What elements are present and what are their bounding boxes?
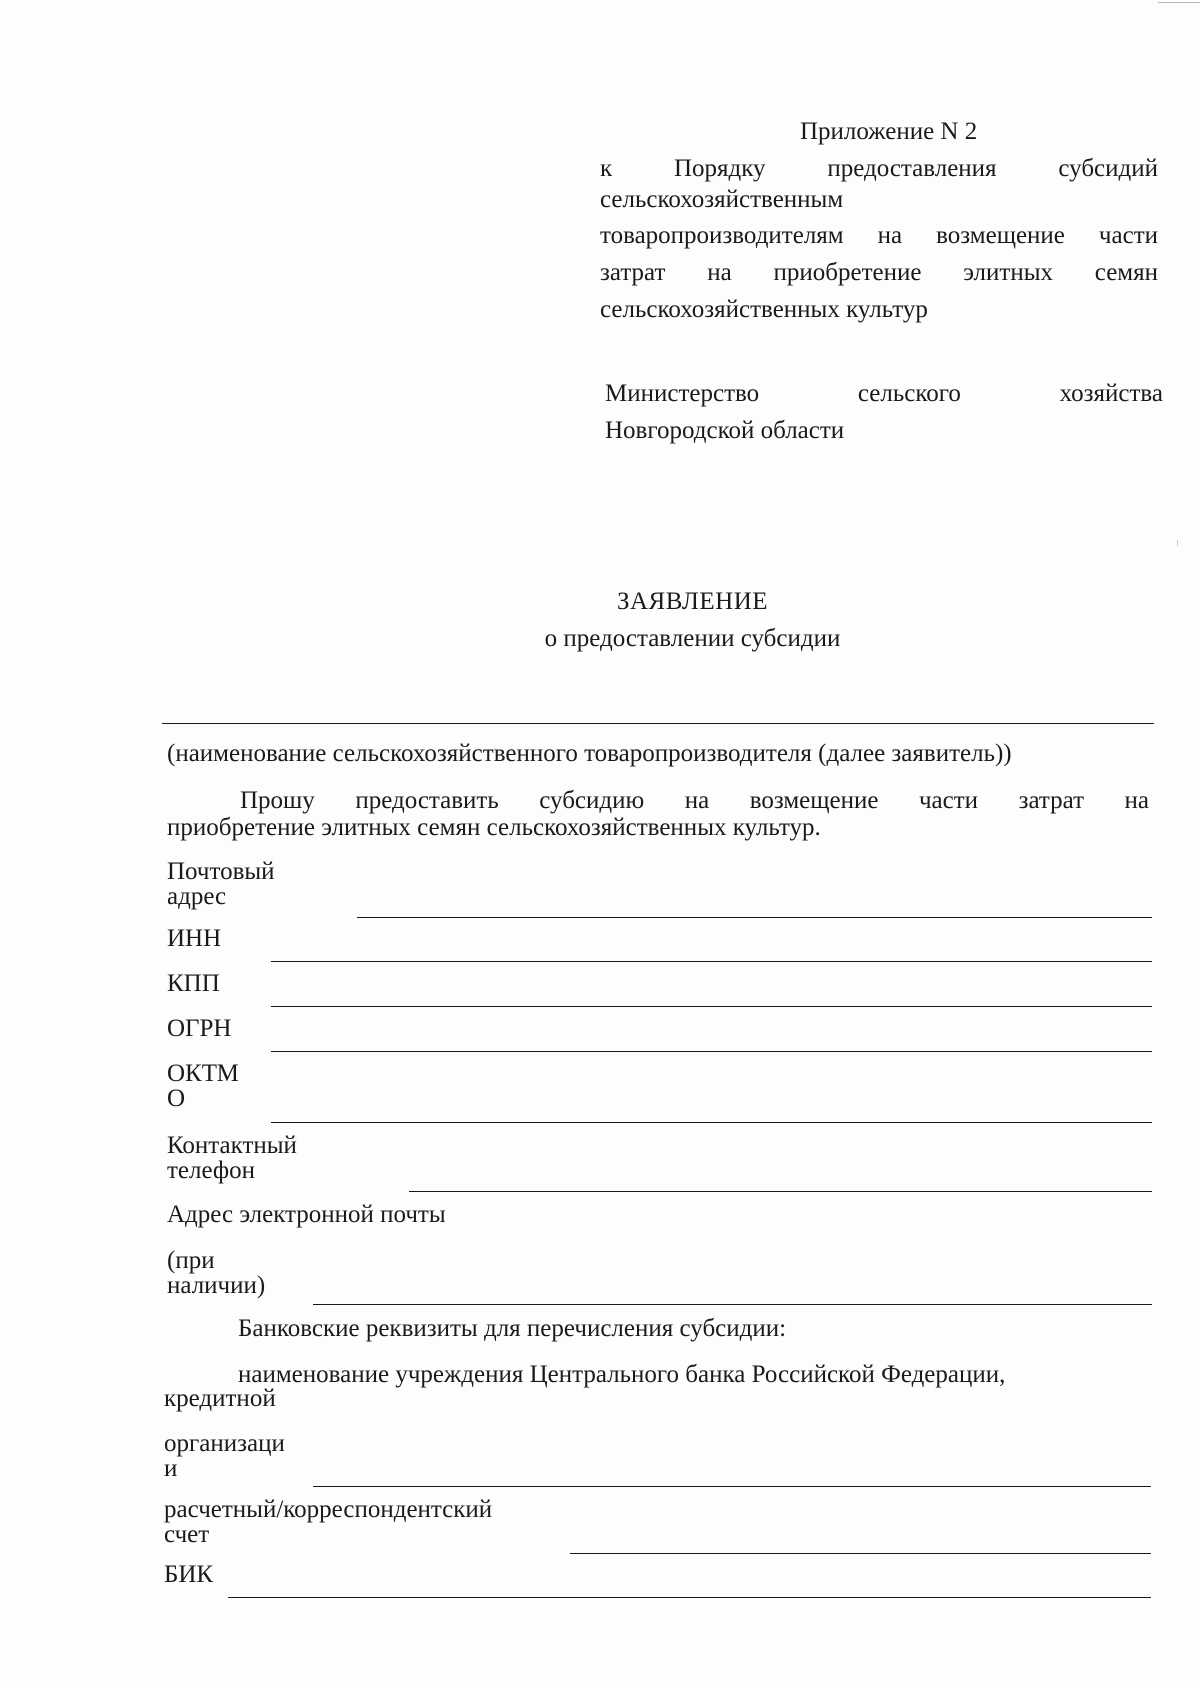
label-line: (при — [167, 1247, 215, 1274]
addressee-line: Новгородской области — [605, 416, 845, 444]
appendix-block — [600, 118, 1158, 325]
email-label: Адрес электронной почты — [167, 1201, 446, 1228]
applicant-caption: (наименование сельскохозяйственного товаропроизводителя (далее заявитель)) — [167, 740, 1012, 767]
applicant-name-field[interactable] — [162, 697, 1154, 724]
bank-institution-label: наименование учреждения Центрального банка Российской Федерации, — [238, 1361, 1006, 1388]
oktmo-label — [167, 1061, 239, 1111]
label-line: адрес — [167, 883, 227, 910]
oktmo-field[interactable] — [271, 1096, 1152, 1123]
kpp-label: КПП — [167, 970, 220, 997]
label-line: Почтовый — [167, 858, 275, 885]
label-line: наличии) — [167, 1272, 266, 1299]
account-field[interactable] — [570, 1527, 1151, 1554]
label-line: расчетный/корреспондентский — [164, 1496, 493, 1523]
request-paragraph — [167, 787, 1149, 843]
bank-institution-label-cont: кредитной — [164, 1385, 276, 1412]
postal-address-field[interactable] — [357, 891, 1152, 918]
label-line: телефон — [167, 1157, 255, 1184]
phone-label — [167, 1133, 297, 1183]
appendix-line: товаропроизводителям на возмещение части — [600, 222, 1158, 250]
label-line: О — [167, 1085, 186, 1112]
request-line: приобретение элитных семян сельскохозяйственных культур. — [167, 813, 821, 841]
request-line: Прошу предоставить субсидию на возмещение части затрат на — [240, 787, 1149, 814]
bik-field[interactable] — [228, 1571, 1151, 1598]
postal-address-label — [167, 859, 275, 909]
appendix-line: сельскохозяйственным — [600, 185, 844, 213]
inn-field[interactable] — [271, 935, 1152, 962]
scan-edge-mark — [1158, 2, 1200, 3]
label-line: ОКТМ — [167, 1060, 239, 1087]
scan-edge-mark-side — [1177, 540, 1178, 546]
bank-details-heading: Банковские реквизиты для перечисления субсидии: — [238, 1315, 787, 1342]
label-line: Контактный — [167, 1132, 297, 1159]
ogrn-field[interactable] — [271, 1025, 1152, 1052]
document-title: ЗАЯВЛЕНИЕ — [616, 588, 769, 615]
organization-label — [164, 1431, 285, 1481]
inn-label: ИНН — [167, 925, 222, 952]
label-line: счет — [164, 1521, 210, 1548]
email-field[interactable] — [313, 1278, 1152, 1305]
label-line: организаци — [164, 1430, 285, 1457]
bank-organization-field[interactable] — [313, 1460, 1151, 1487]
addressee-block — [605, 380, 1163, 450]
label-line: и — [164, 1455, 178, 1482]
appendix-line: к Порядку предоставления субсидий — [600, 154, 1158, 182]
ogrn-label: ОГРН — [167, 1015, 232, 1042]
appendix-title: Приложение N 2 — [800, 118, 978, 145]
email-note-label — [167, 1248, 265, 1298]
phone-field[interactable] — [409, 1165, 1152, 1192]
appendix-line: затрат на приобретение элитных семян — [600, 259, 1158, 286]
bik-label: БИК — [164, 1561, 214, 1588]
document-heading — [0, 588, 1200, 654]
addressee-line: Министерство сельского хозяйства — [605, 380, 1163, 407]
document-subtitle: о предоставлении субсидии — [544, 624, 841, 652]
appendix-line: сельскохозяйственных культур — [600, 295, 928, 323]
account-label — [164, 1497, 492, 1547]
kpp-field[interactable] — [271, 980, 1152, 1007]
